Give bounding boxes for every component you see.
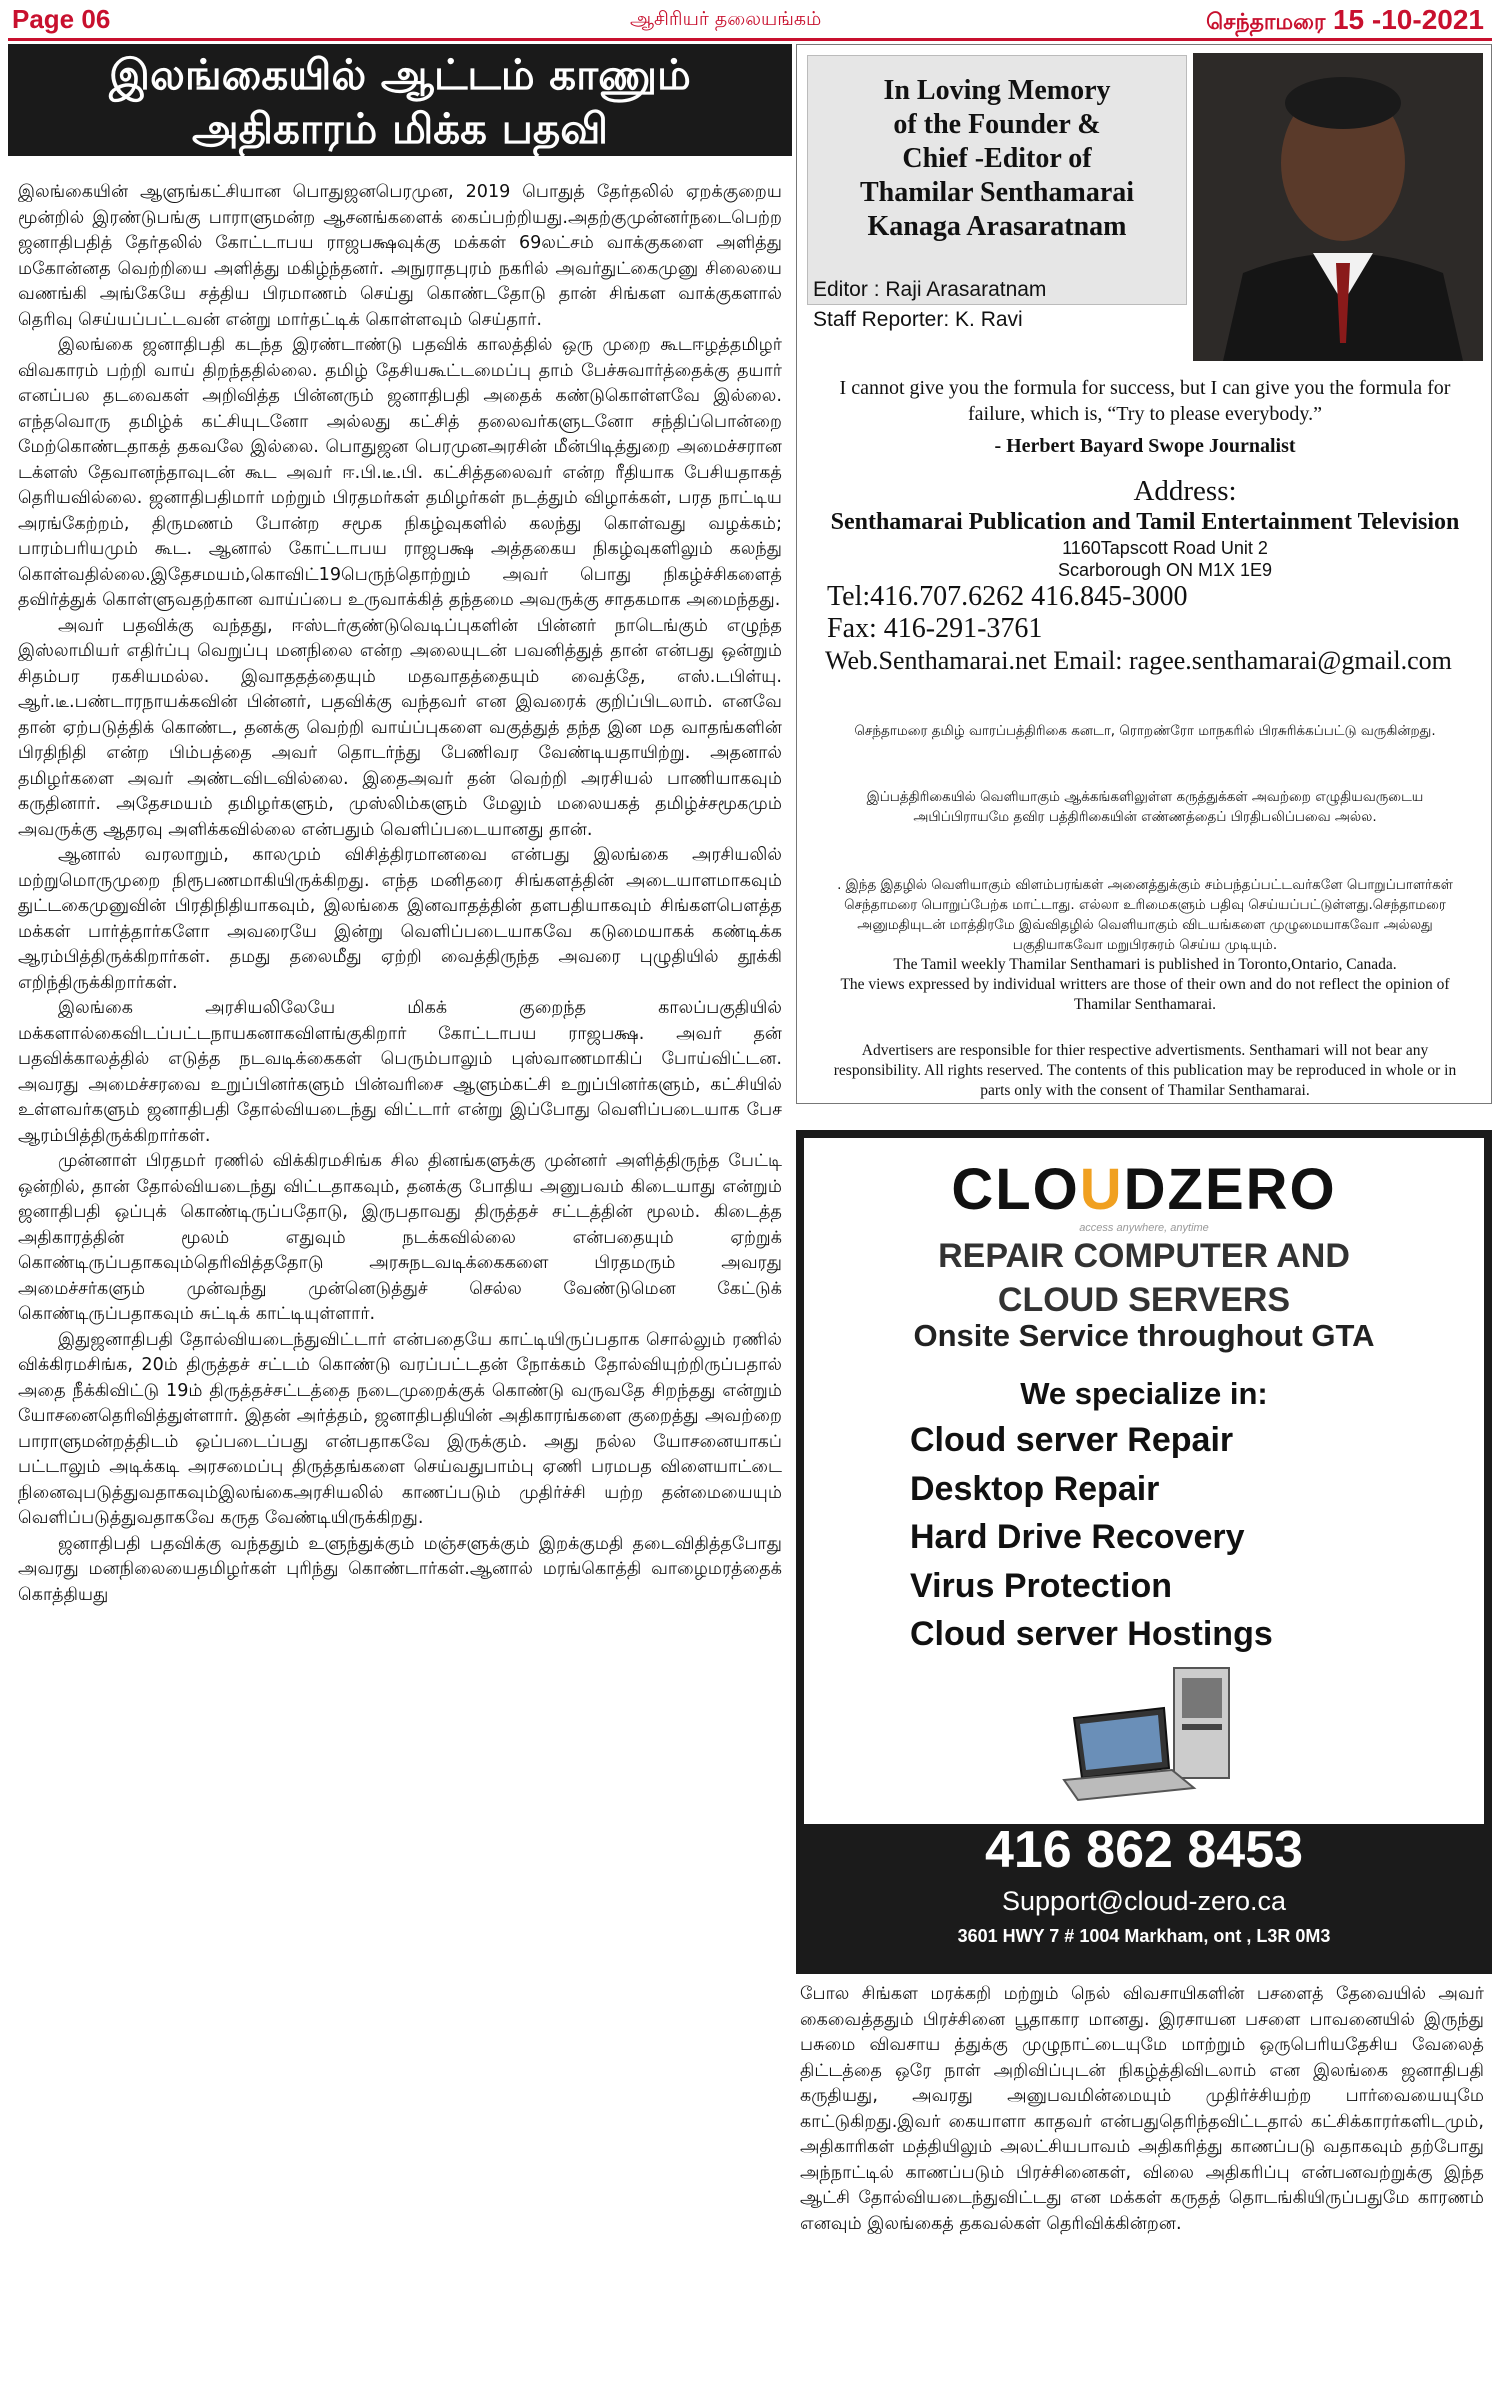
advert-address: 3601 HWY 7 # 1004 Markham, ont , L3R 0M3 <box>957 1926 1331 1946</box>
views-disclaimer-ta: இப்பத்திரிகையில் வெளியாகும் ஆக்கங்களிலுள்ள கருத்துக்கள் அவற்றை எழுதியவருடைய அபிப்பிராயமே தவிர பத்திரிகையின் எண்ணத்தைப் பிரதிபலிப்பவை அல்ல. <box>866 789 1424 825</box>
fax: Fax: 416-291-3761 <box>827 613 1043 644</box>
editor-name: Editor : Raji Arasaratnam <box>813 278 1047 301</box>
memorial-line: of the Founder & <box>893 109 1101 140</box>
cloudzero-logo <box>804 1156 1484 1223</box>
logo-tagline: access anywhere, anytime <box>1079 1222 1209 1234</box>
advert-heading-line: CLOUD SERVERS <box>997 1281 1291 1319</box>
cloudzero-advert <box>796 1130 1492 1974</box>
editorial-headline <box>8 44 792 156</box>
company-name: Senthamarai Publication and Tamil Entertainment Television <box>830 509 1460 535</box>
logo-part: CLO <box>951 1157 1080 1222</box>
memorial-line: Chief -Editor of <box>902 143 1092 174</box>
advert-heading-line: REPAIR COMPUTER AND <box>938 1237 1350 1275</box>
article-paragraph: ஆனால் வரலாறும், காலமும் விசித்திரமானவை என்பது இலங்கை அரசியலில் மற்றுமொருமுறை நிரூபணமாகியிருக்கிறது. எந்த மனிதரை சிங்களத்தின் அடையாளமாகவும் துட்டகைமுனுவின் பிரதிநிதியாகவும், இலங்கை இனவாதத்தின் தளபதியாகவும் சிங்களபௌத்த மக்கள் பார்த்தார்களோ அவரையே இன்று வெளிப்படையாகவே கடுமையாகக் கண்டிக்க ஆரம்பித்திருக்கிறார்கள். தமது தலைமீது ஏற்றி வைத்திருந்த அவரை புழுதியில் தூக்கி எறிந்திருக்கிறார்கள். <box>18 845 782 993</box>
article-paragraph: ஜனாதிபதி பதவிக்கு வந்ததும் உளுந்துக்கும் மஞ்சளுக்கும் இறக்குமதி தடைவிதித்தபோது அவரது மனநிலையைதமிழர்கள் புரிந்து கொண்டார்கள்.ஆனால் மரங்கொத்தி வாழைமரத்தைக் கொத்தியது <box>18 1533 782 1605</box>
street-address: 1160Tapscott Road Unit 2 <box>1062 538 1268 558</box>
advert-heading <box>804 1234 1484 1322</box>
telephone: Tel:416.707.6262 416.845-3000 <box>827 581 1188 612</box>
service-item: Cloud server Repair <box>910 1421 1234 1459</box>
article-body <box>18 180 782 2395</box>
article-paragraph: முன்னாள் பிரதமர் ரணில் விக்கிரமசிங்க சில தினங்களுக்கு முன்னர் அளித்திருந்த பேட்டி ஒன்றில், தான் தோல்வியடைந்து விட்டதாகவும், தனக்கு போதிய அனுபவம் கிடையாது என்றும் ஜனாதிபதி ஒப்புக் கொண்டிருப்பதோடு, இருபதாவது திருத்தச் சட்டத்தின் மூலம். கிடைத்த அதிகாரத்தின் மூலம் எதுவும் நடக்கவில்லை என்பதையும் ஏற்றுக் கொண்டிருப்பதாகவும்தெரிவித்ததோடு அரசுநடவடிக்கைகளை பிரதமரும் அவரது அமைச்சர்களும் முன்வந்து முன்னெடுத்துச் செல்ல வேண்டுமென கேட்டுக் கொண்டிருப்பதாகவும் சுட்டிக் காட்டியுள்ளார். <box>18 1151 782 1324</box>
quote-block <box>817 375 1473 459</box>
article-paragraph: இதுஜனாதிபதி தோல்வியடைந்துவிட்டார் என்பதையே காட்டியிருப்பதாக சொல்லும் ரணில் விக்கிரமசிங்க, 20ம் திருத்தச் சட்டம் கொண்டு வரப்பட்டதன் நோக்கம் தோல்வியுற்றிருப்பதால் அதை நீக்கிவிட்டு 19ம் திருத்தச்சட்டத்தை நடைமுறைக்குக் கொண்டு வருவதே சிறந்தது என்றும் யோசனைதெரிவித்துள்ளார். இதன் அர்த்தம், ஜனாதிபதியின் அதிகாரங்களை குறைத்து அவற்றை பாராளுமன்றத்திடம் ஒப்படைப்பது என்பதாகவே இருக்கும். அது நல்ல யோசனையாகப் பட்டாலும் அடிக்கடி அரசமைப்பு திருத்தங்களை செய்வதுபாம்பு ஏணி பரமபத விளையாட்டை நினைவுபடுத்துவதாகவும்இலங்கைஅரசியலில் காணப்படும் முதிர்ச்சி யற்ற தன்மையையும் வெளிப்படுத்துவதாகவே கருத வேண்டியிருக்கிறது. <box>18 1329 782 1528</box>
advert-email: Support@cloud-zero.ca <box>1001 1886 1287 1916</box>
quote-author: - Herbert Bayard Swope Journalist <box>994 435 1296 457</box>
memorial-line: Thamilar Senthamarai <box>859 177 1135 208</box>
memorial-line: Kanaga Arasaratnam <box>867 211 1127 242</box>
memorial-line: In Loving Memory <box>883 75 1111 106</box>
headline-line-1: இலங்கையில் ஆட்டம் காணும் <box>109 50 691 99</box>
memorial-title <box>807 55 1187 305</box>
headline-line-2: அதிகாரம் மிக்க பதவி <box>191 104 609 153</box>
page-header <box>0 0 1500 40</box>
service-item: Virus Protection <box>910 1566 1172 1605</box>
service-item: Cloud server Hostings <box>910 1615 1273 1653</box>
logo-part: DZERO <box>1123 1157 1337 1222</box>
masthead-box <box>796 44 1492 1104</box>
address-block <box>807 475 1483 677</box>
date-value: 15 -10-2021 <box>1332 4 1484 35</box>
logo-part: U <box>1079 1157 1124 1222</box>
advert-panel <box>804 1138 1484 1824</box>
web-email: Web.Senthamarai.net Email: ragee.senthamarai@gmail.com <box>825 646 1452 675</box>
ads-disclaimer-ta: . இந்த இதழில் வெளியாகும் விளம்பரங்கள் அனைத்துக்கும் சம்பந்தப்பட்டவர்களே பொறுப்பாளர்கள் செந்தாமரை பொறுப்பேற்க மாட்டாது. எல்லா உரிமைகளும் பதிவு செய்யப்பட்டுள்ளது.செந்தாமரை அனுமதியுடன் மாத்திரமே இவ்விதழில் வெளியாகும் விடயங்களை முழுமையாகவோ அல்லது பகுதியாகவோ மறுபிரசுரம் செய்ய முடியும். <box>837 877 1453 953</box>
advert-phone: 416 862 8453 <box>984 1821 1304 1879</box>
rights-disclaimer-en: Advertisers are responsible for thier respective advertisments. Senthamari will not bear any responsibility. All rights reserved. The contents of this publication may be reproduced in whole or in parts only with the consent of Thamilar Senthamarai. <box>833 1042 1457 1099</box>
article-continuation: போல சிங்கள மரக்கறி மற்றும் நெல் விவசாயிகளின் பசளைத் தேவையில் அவர் கைவைத்ததும் பிரச்சினை பூதாகார மானது. இரசாயன பசளை பாவனையில் இருந்து பசுமை விவசாய த்துக்கு முழுநாட்டையுமே மாற்றும் ஒருபெரியதேசிய வேலைத் திட்டத்தை ஒரே நாள் அறிவிப்புடன் நிகழ்த்திவிடலாம் என இலங்கை ஜனாதிபதி கருதியது, அவரது அனுபவமின்மையும் முதிர்ச்சியற்ற பார்வையையுமே காட்டுகிறது.இவர் கையாளா காதவர் என்பதுதெரிந்தவிட்டதால் கட்சிக்காரர்களிடமும், அதிகாரிகள் மத்தியிலும் அலட்சியபாவம் அதிகரித்து காணப்படு வதாகவும் தற்போது அந்நாட்டில் காணப்படும் பிரச்சினைகள், விலை அதிகரிப்பு என்பனவற்றுக்கு இந்த ஆட்சி தோல்வியடைந்துவிட்டது என மக்கள் கருதத் தொடங்கியிருப்பதுமே காரணம் எனவும் இலங்கைத் தகவல்கள் தெரிவிக்கின்றன. <box>800 1984 1484 2234</box>
paper-name: செந்தாமரை <box>1206 10 1326 35</box>
page-number: Page 06 <box>12 4 111 34</box>
article-paragraph: அவர் பதவிக்கு வந்தது, ஈஸ்டர்குண்டுவெடிப்புகளின் பின்னர் நாடெங்கும் எழுந்த இஸ்லாமியர் எதிர்ப்பு வெறுப்பு மனநிலை என்ற அலையுடன் பவனித்துத் தான் என்பது ஒன்றும் சிதம்பர ரகசியமல்ல. இவாததத்தையும் மதவாதத்தையும் வைத்தே, எஸ்.டபிள்யு. ஆர்.டீ.பண்டாரநாயக்கவின் பின்னர், பதவிக்கு வந்தவர் என இவரைக் குறிப்பிடலாம். எனவே தான் ஏற்படுத்திக் கொண்ட, தனக்கு வெற்றி வாய்ப்புகளை வகுத்துத் தந்த இன மத வாதங்களின் பிரதிநிதி என்ற பிம்பத்தை அவர் தொடர்ந்து பேணிவர வேண்டியதாயிற்று. அதனால் தமிழர்களை அவர் அண்டவிடவில்லை. இதைஅவர் தன் வெற்றி அரசியல் பாணியாகவும் கருதினார். அதேசமயம் தமிழர்களும், முஸ்லிம்களும் மேலும் மலையகத் தமிழ்ச்சமூகமும் அவருக்கு ஆதரவு அளிக்கவில்லை என்பதும் வெளிப்படையானது தான். <box>18 615 782 840</box>
onsite-service: Onsite Service throughout GTA <box>913 1318 1375 1353</box>
quote-text: I cannot give you the formula for success, but I can give you the formula for failure, which is, “Try to please everybody.” <box>839 377 1451 425</box>
service-item: Desktop Repair <box>910 1469 1160 1508</box>
article-paragraph: இலங்கை அரசியலிலேயே மிகக் குறைந்த காலப்பகுதியில் மக்களால்கைவிடப்பட்டநாயகனாகவிளங்குகிறார் கோட்டாபய ராஜபக்ஷ. அவர் தன் பதவிக்காலத்தில் எடுத்த நடவடிக்கைகள் பெரும்பாலும் புஸ்வாணமாகிப் போய்விட்டன. அவரது அமைச்சரவை உறுப்பினர்களும் பின்வரிசை ஆளும்கட்சி உறுப்பினர்களும், கட்சியில் உள்ளவர்களும் ஜனாதிபதி தோல்வியடைந்து விட்டார் என்று இப்போது வெளிப்படையாக பேச ஆரம்பித்திருக்கிறார்கள். <box>18 998 782 1146</box>
staff-reporter: Staff Reporter: K. Ravi <box>813 308 1023 331</box>
section-title: ஆசிரியர் தலையங்கம் <box>630 8 822 30</box>
issue-date <box>1206 4 1484 38</box>
header-rule <box>8 38 1492 41</box>
views-disclaimer-en: The views expressed by individual writters are those of their own and do not reflect the opinion of Thamilar Senthamarai. <box>840 976 1450 1013</box>
publication-note: செந்தாமரை தமிழ் வாரப்பத்திரிகை கனடா, ரொறண்ரோ மாநகரில் பிரசுரிக்கப்பட்டு வருகின்றது. <box>854 723 1436 739</box>
address-label: Address: <box>1133 475 1237 507</box>
article-paragraph: இலங்கை ஜனாதிபதி கடந்த இரண்டாண்டு பதவிக் காலத்தில் ஒரு முறை கூடஈழத்தமிழர் விவகாரம் பற்றி வாய் திறந்ததில்லை. தமிழ் தேசியகூட்டமைப்பு தாம் பேச்சுவார்த்தைக்கு தயார் எனப்பல தடவைகள் அறிவித்த பின்னரும் ஜனாதிபதி அதைக் கண்டுகொள்ளவே இல்லை. எந்தவொரு தமிழ்க் கட்சியுடனோ அல்லது கட்சித் தலைவர்களுடனோ சந்திப்பொன்றை மேற்கொண்டதாகத் தகவலே இல்லை. பொதுஜன பெரமுனஅரசின் மீன்பிடித்துறை அமைச்சரான டக்ளஸ் தேவானந்தாவுடன் கூட அவர் ஈ.பி.டீ.பி. கட்சித்தலைவர் என்ற ரீதியாக பேசியதாகத் தெரியவில்லை. ஜனாதிபதிமார் மற்றும் பிரதமர்கள் தமிழர்கள் நடத்தும் விழாக்கள், பரத நாட்டிய அரங்கேற்றம், திருமணம் போன்ற சமூக நிகழ்வுகளில் கலந்து கொள்வது வழக்கம்; பாரம்பரியமும் கூட. ஆனால் கோட்டாபய ராஜபக்ஷ அத்தகைய நிகழ்வுகளிலும் கலந்து கொள்வதில்லை.இதேசமயம்,கொவிட்19பெருந்தொற்றும் அவர் பொது நிகழ்ச்சிகளைத் தவிர்த்துக் கொள்ளுவதற்கான வாய்ப்பை உருவாக்கித் தந்தமை அவருக்கு சாதகமாக அமைந்தது. <box>18 335 782 610</box>
article-paragraph: இலங்கையின் ஆளுங்கட்சியான பொதுஜனபெரமுன, 2019 பொதுத் தேர்தலில் ஏறக்குறைய மூன்றில் இரண்டுபங்கு பாராளுமன்ற ஆசனங்களைக் கைப்பற்றியது.அதற்குமுன்னர்நடைபெற்ற ஜனாதிபதித் தேர்தலில் கோட்டாபய ராஜபக்ஷவுக்கு மக்கள் 69லட்சம் வாக்குகளை அளித்து மகோன்னத வெற்றியை அளித்து மகிழ்ந்தனர். அநுராதபுரம் நகரில் அவர்துட்கைமுனு சிலையை வணங்கி அங்கேயே சத்திய பிரமாணம் செய்து கொண்டதோடு தான் சிங்கள வாக்குகளால் தெரிவு செய்யப்பட்டவன் என்று மார்தட்டிக் கொள்ளவும் செய்தார். <box>18 182 782 330</box>
services-list <box>910 1416 1273 1659</box>
editor-credits <box>813 275 1046 335</box>
computer-illustration <box>1054 1658 1254 1813</box>
publication-note-en: The Tamil weekly Thamilar Senthamari is published in Toronto,Ontario, Canada. <box>893 956 1397 973</box>
service-item: Hard Drive Recovery <box>910 1518 1245 1556</box>
specialize-heading: We specialize in: <box>1020 1376 1268 1411</box>
city-address: Scarborough ON M1X 1E9 <box>1057 560 1273 580</box>
founder-photo <box>1193 53 1483 361</box>
